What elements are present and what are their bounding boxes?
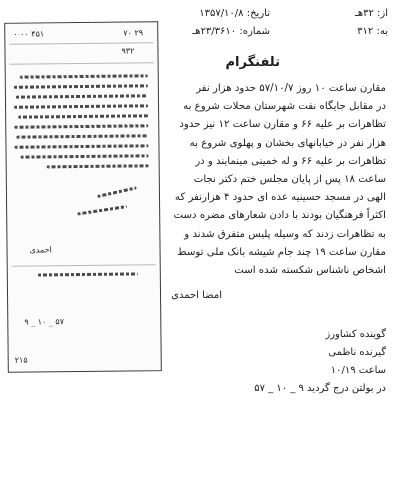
handwriting-line xyxy=(14,84,148,88)
footer-block xyxy=(186,326,386,398)
body-line: به تظاهرات زدند که وسیله پلیس متفرق شدند و xyxy=(184,228,386,240)
body-line: مقارن ساعت ۱۹ چند جام شیشه بانک ملی توسط xyxy=(177,246,386,258)
handwriting-line xyxy=(14,144,148,148)
form-top-right-number: ۲۹ ۷۰ xyxy=(123,28,144,38)
body-line: اکثراً فرهنگیان بودند با دادن شعارهای مضره دست xyxy=(173,210,386,222)
form-top-left-number: ۴۵۱ ۰۰ ۰ xyxy=(13,29,45,39)
document-title: تلفنگرام xyxy=(225,55,280,70)
body-line: ساعت ۱۸ پس از پایان مجلس ختم دکتر نجات xyxy=(193,174,386,186)
from-label: از: ۳۲هـ xyxy=(354,8,388,19)
to-label: به: ۳۱۲ xyxy=(357,26,388,37)
body-line: در مقابل جایگاه نفت شهرستان محلات شروع به xyxy=(183,101,386,113)
handwriting-line xyxy=(18,114,148,118)
date-label: تاریخ: ۱۳۵۷/۱۰/۸ xyxy=(199,8,270,19)
handwriting-line xyxy=(14,104,148,108)
handwriting-line xyxy=(14,124,148,128)
signature-scribble xyxy=(77,205,127,215)
speaker-line: گوینده کشاورز xyxy=(325,329,386,340)
receiver-line: گیرنده ناظمی xyxy=(328,347,386,358)
handwriting-line xyxy=(21,154,149,158)
bulletin-line: در بولتن درج گردید ۹ _ ۱۰ _ ۵۷ xyxy=(254,383,386,394)
number-label: شماره: ۲۳/۳۶۱۰هـ xyxy=(192,26,270,37)
handwriting-line xyxy=(16,134,148,138)
form-stamp-number: ۹۳۲ xyxy=(121,46,135,56)
form-signature-note: احمدی xyxy=(29,245,52,255)
body-line: اشخاص ناشناس شکسته شده است xyxy=(234,265,386,277)
signature-scribble xyxy=(97,186,137,198)
telegram-body xyxy=(164,80,386,280)
signature-line: امضا احمدی xyxy=(171,290,222,301)
handwriting-line xyxy=(20,74,148,78)
body-line: تظاهرات بر علیه ۶۶ و مقارن ساعت ۱۲ نیز حدود xyxy=(179,119,386,131)
time-line: ساعت ۱۰/۱۹ xyxy=(330,365,386,376)
body-line: الهی در مسجد حسینیه عده ای حدود ۴ هزارنفر که xyxy=(174,192,386,204)
body-line: تظاهرات بر علیه ۶۶ و له خمینی مینمایند و در xyxy=(195,155,386,167)
form-date-note: ۵۷ _ ۱۰ _ ۹ xyxy=(24,317,65,327)
handwritten-telegram-form xyxy=(4,21,162,373)
handwriting-line xyxy=(47,164,149,168)
handwriting-line xyxy=(38,272,138,276)
body-line: مقارن ساعت ۱۰ روز ۵۷/۱۰/۷ حدود هزار نفر xyxy=(196,83,386,94)
handwriting-line xyxy=(16,94,148,98)
body-line: هزار نفر در خیابانهای بخشان و پهلوی شروع به xyxy=(189,137,386,149)
form-bottom-number: ۲۱۵ xyxy=(14,355,28,365)
